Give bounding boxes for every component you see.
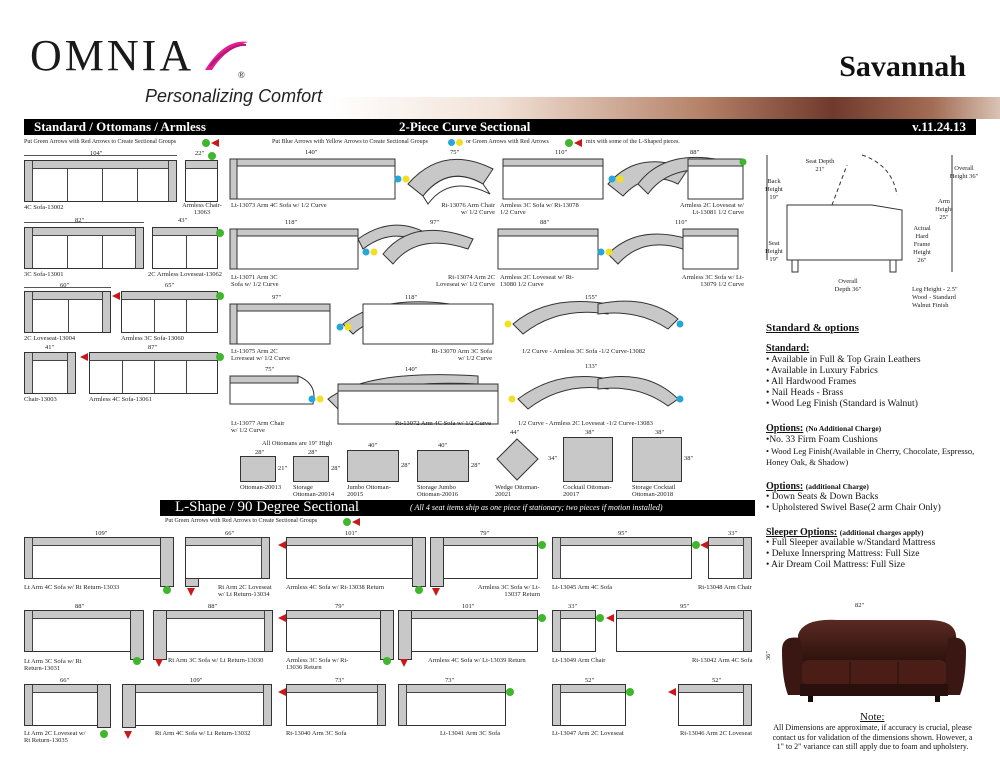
dim-label: 28" (255, 449, 265, 456)
standard-list (766, 355, 981, 410)
dim-label: 60" (60, 282, 70, 289)
list-item: • Air Dream Coil Mattress: Full Size (766, 560, 905, 570)
lshape-piece (430, 537, 538, 579)
list-item: • Available in Full & Top Grain Leathers (766, 355, 921, 365)
overall-depth-label: Overall Depth 36" (834, 278, 862, 293)
dim-label: 140" (305, 149, 318, 156)
piece-label: Storage Ottoman-20014 (293, 484, 335, 498)
piece-label: Armless 4C Sofa-13061 (89, 396, 152, 403)
sleeper-list (766, 538, 981, 571)
dim-label: 79" (480, 530, 490, 537)
lshape-piece (24, 537, 174, 579)
piece-label: Jumbo Ottoman-20015 (347, 484, 391, 498)
piece-label: Storage Cocktail Ottoman-20018 (632, 484, 676, 498)
lshape-bar (160, 500, 755, 516)
sleeper-note: (additional charges apply) (839, 528, 924, 537)
logo-swoosh-icon (150, 36, 250, 76)
green-arrow-icon (216, 292, 224, 300)
dim-label: 66" (225, 530, 235, 537)
sleeper-heading (766, 527, 923, 538)
lshape-title: L-Shape / 90 Degree Sectional (175, 499, 360, 515)
storage-jumbo-ottoman (417, 450, 469, 482)
green-arrow-icon (343, 518, 351, 526)
list-item: • Down Seats & Down Backs (766, 492, 879, 502)
ottoman-note: All Ottomans are 19" High (262, 440, 333, 447)
dim-label: 101" (462, 603, 475, 610)
brand-tagline: Personalizing Comfort (145, 86, 323, 106)
piece-label: Rt-13076 Arm Chair w/ 1/2 Curve (441, 202, 495, 216)
green-arrow-icon (216, 353, 224, 361)
piece-label: Lt Arm 4C Sofa w/ Rt Return-13033 (24, 584, 120, 591)
back-height-label: Back Height 19" (765, 178, 783, 201)
green-arrow-icon (216, 229, 224, 237)
piece-label: Rt-13042 Arm 4C Sofa (692, 657, 753, 664)
green-arrow-icon (415, 586, 423, 594)
piece-label: Lt-13077 Arm Chair w/ 1/2 Curve (231, 420, 285, 434)
piece-label: Rt-13070 Arm 3C Sofa w/ 1/2 Curve (431, 348, 492, 362)
dim-label: 28" (401, 462, 411, 469)
dim-label: 97" (430, 219, 440, 226)
options-note: (No Additional Charge) (805, 424, 882, 433)
dim-label: 66" (60, 677, 70, 684)
options-title: Options: (766, 481, 804, 492)
red-arrow-icon (352, 518, 360, 526)
green-arrow-icon (383, 657, 391, 665)
dim-label: 88" (540, 219, 550, 226)
piece-label: Lt-13047 Arm 2C Loveseat (552, 730, 624, 737)
dim-label: 88" (690, 149, 700, 156)
red-arrow-icon (606, 614, 614, 622)
green-arrow-icon (538, 541, 546, 549)
return-piece (430, 537, 444, 587)
curve-sectional-drawings (228, 144, 758, 439)
piece-label: 1/2 Curve - Armless 3C Sofa -1/2 Curve-13082 (522, 348, 646, 355)
dim-label: 109" (190, 677, 203, 684)
list-item: •No. 33 Firm Foam Cushions (766, 435, 878, 445)
bar-version: v.11.24.13 (912, 119, 966, 134)
cocktail-ottoman (563, 437, 613, 482)
dim-label: 155" (585, 294, 598, 301)
piece-label: Rt Arm 2C Loveseat w/ Lt Return-13034 (218, 584, 272, 598)
photo-height-label: 36" (765, 650, 773, 661)
loveseat-2c (24, 291, 111, 333)
red-arrow-icon (278, 614, 286, 622)
return-piece (398, 610, 412, 660)
dim-label: 38" (684, 455, 694, 462)
red-arrow-icon (400, 659, 408, 667)
product-title: Savannah (839, 50, 966, 83)
sleeper-title: Sleeper Options: (766, 527, 838, 538)
bar-standard-label: Standard / Ottomans / Armless (34, 119, 206, 134)
lshape-piece (552, 537, 692, 579)
dim-label: 40" (438, 442, 448, 449)
storage-cocktail-ottoman (632, 437, 682, 482)
dim-label: 52" (585, 677, 595, 684)
dim-label: 87" (148, 344, 158, 351)
section-bar (24, 119, 976, 135)
piece-label: Lt-13073 Arm 4C Sofa w/ 1/2 Curve (231, 202, 327, 209)
lshape-piece (122, 684, 272, 726)
piece-label: Armless 3C Sofa w/ Lt-13037 Return (477, 584, 540, 598)
seat-height-label: Seat Height 19" (765, 240, 783, 263)
red-arrow-icon (112, 292, 120, 300)
dim-label: 95" (680, 603, 690, 610)
list-item: • Nail Heads - Brass (766, 388, 844, 398)
green-arrow-icon (626, 688, 634, 696)
arm-height-label: Arm Height 25" (935, 198, 953, 221)
dim-label: 110" (675, 219, 688, 226)
no-charge-list (766, 435, 981, 468)
dim-label: 88" (208, 603, 218, 610)
brand-logo: OMNIA (30, 31, 195, 80)
list-item: • All Hardwood Frames (766, 377, 857, 387)
piece-label: Rt Arm 4C Sofa w/ Lt Return-13032 (155, 730, 251, 737)
red-arrow-icon (668, 688, 676, 696)
piece-label: Lt Arm 3C Sofa w/ Rt Return-13031 (24, 658, 82, 672)
note-title: Note: (860, 711, 885, 723)
hint-lshape: Put Green Arrows with Red Arrows to Create Sectional Groups (165, 518, 318, 524)
green-arrow-icon (596, 614, 604, 622)
piece-label: Armless 3C Sofa-13060 (121, 335, 184, 342)
piece-label: Wedge Ottoman-20021 (495, 484, 540, 498)
dim-label: 33" (568, 603, 578, 610)
lshape-piece (678, 684, 752, 726)
jumbo-ottoman (347, 450, 399, 482)
list-item: • Available in Luxury Fabrics (766, 366, 878, 376)
dim-label: 28" (471, 462, 481, 469)
piece-label: Armless 3C Sofa w/ Rt-13078 1/2 Curve (500, 202, 579, 216)
dim-label: 38" (655, 429, 665, 436)
registered-mark: ® (238, 70, 245, 80)
red-arrow-icon (211, 139, 219, 147)
dim-label: 101" (345, 530, 358, 537)
dim-label: 97" (272, 294, 282, 301)
piece-label: 1/2 Curve - Armless 2C Loveseat -1/2 Curve-13083 (518, 420, 653, 427)
return-piece (122, 684, 136, 728)
piece-label: Rt Arm 3C Sofa w/ Lt Return-13030 (168, 657, 264, 664)
return-piece (153, 610, 167, 660)
leather-banner (330, 97, 1000, 119)
dim-label: 109" (95, 530, 108, 537)
lshape-piece (185, 537, 270, 579)
dim-label: 38" (585, 429, 595, 436)
dim-label: 22" (195, 150, 205, 157)
sofa-photo (778, 610, 970, 705)
hint-curve: Put Blue Arrows with Yellow Arrows to Create Sectional Groups (272, 139, 428, 145)
lshape-piece (24, 610, 144, 652)
ottoman (240, 456, 276, 482)
green-arrow-icon (100, 730, 108, 738)
red-arrow-icon (278, 541, 286, 549)
options-heading: Standard & options (766, 322, 859, 334)
options-note: (additional Charge) (805, 482, 869, 491)
piece-label: Rt-13040 Arm 3C Sofa (286, 730, 347, 737)
piece-label: 3C Sofa-13001 (24, 271, 64, 278)
dim-label: 133" (585, 363, 598, 370)
options-no-charge-heading (766, 423, 881, 434)
dim-label: 104" (90, 150, 103, 157)
return-piece (160, 537, 174, 587)
dim-label: 33" (728, 530, 738, 537)
green-arrow-icon (163, 586, 171, 594)
hint-curve-3: mix with some of the L-Shaped pieces. (586, 139, 680, 145)
options-title: Options: (766, 423, 804, 434)
dim-label: 43" (178, 217, 188, 224)
return-piece (97, 684, 111, 728)
dim-label: 28" (331, 465, 341, 472)
dim-label: 75" (265, 366, 275, 373)
red-arrow-icon (80, 353, 88, 361)
return-piece (412, 537, 426, 587)
chair (24, 352, 76, 394)
lshape-piece (552, 610, 596, 652)
actual-frame-label: Actual Hard Frame Height 26" (913, 225, 931, 264)
hint-standard: Put Green Arrows with Red Arrows to Create Sectional Groups (24, 139, 177, 145)
green-arrow-icon (208, 152, 216, 160)
green-arrow-icon (506, 688, 514, 696)
standard-title: Standard: (766, 343, 810, 354)
piece-label: Armless 2C Loveseat w/ Rt-13080 1/2 Curve (500, 274, 575, 288)
red-arrow-icon (432, 588, 440, 596)
lshape-piece (616, 610, 752, 652)
bar-curve-label: 2-Piece Curve Sectional (399, 119, 531, 134)
charge-list (766, 492, 981, 514)
return-piece (380, 610, 394, 660)
armless-loveseat (152, 227, 218, 269)
leg-height-label: Leg Height - 2.5" Wood - Standard Walnut Finish (912, 286, 958, 309)
piece-label: Lt-13075 Arm 2C Loveseat w/ 1/2 Curve (231, 348, 291, 362)
dim-label: 40" (368, 442, 378, 449)
dim-label: 41" (45, 344, 55, 351)
piece-label: Rt-13072 Arm 4C Sofa w/ 1/2 Curve (395, 420, 492, 427)
dim-label: 88" (75, 603, 85, 610)
red-arrow-icon (187, 588, 195, 596)
piece-label: Lt-13071 Arm 3C Sofa w/ 1/2 Curve (231, 274, 279, 288)
dim-label: 110" (555, 149, 568, 156)
piece-label: Storage Jumbo Ottoman-20016 (417, 484, 459, 498)
dim-label: 82" (75, 217, 85, 224)
dim-label: 73" (335, 677, 345, 684)
piece-label: Lt-13045 Arm 4C Sofa (552, 584, 613, 591)
dim-label: 140" (405, 366, 418, 373)
dim-label: 34" (548, 455, 558, 462)
return-piece (130, 610, 144, 660)
dim-label: 28" (308, 449, 318, 456)
lshape-piece (552, 684, 626, 726)
options-charge-heading (766, 481, 869, 492)
lshape-piece (398, 610, 538, 652)
lshape-note: ( All 4 seat items ship as one piece if stationary; two pieces if motion installed) (410, 503, 663, 512)
storage-ottoman (293, 456, 329, 482)
piece-label: Lt-13049 Arm Chair (552, 657, 606, 664)
list-item: • Full Sleeper available w/Standard Mattress (766, 538, 936, 548)
list-item: • Deluxe Innerspring Mattress: Full Size (766, 549, 920, 559)
piece-label: Lt Arm 2C Loveseat w/ Rt Return-13035 (24, 730, 86, 744)
piece-label: 4C Sofa-13002 (24, 204, 64, 211)
armless-sofa-4c (89, 352, 218, 394)
green-arrow-icon (538, 614, 546, 622)
seat-depth-label: Seat Depth 21" (805, 158, 835, 173)
armless-chair (185, 160, 218, 202)
red-arrow-icon (155, 659, 163, 667)
photo-width-label: 82" (855, 602, 865, 609)
dim-label: 73" (445, 677, 455, 684)
dim-label: 75" (450, 149, 460, 156)
piece-label: Cocktail Ottoman-20017 (563, 484, 612, 498)
green-arrow-icon (133, 657, 141, 665)
dim-label: 65" (165, 282, 175, 289)
hint-curve-2: or Green Arrows with Red Arrows (466, 139, 549, 145)
list-item: • Wood Leg Finish(Available in Cherry, Chocolate, Espresso, Honey Oak, & Shadow) (766, 446, 975, 467)
green-arrow-icon (692, 541, 700, 549)
piece-label: Ottoman-20013 (240, 484, 282, 491)
dim-label: 79" (335, 603, 345, 610)
piece-label: Armless Chair-13063 (182, 202, 222, 216)
lshape-piece (153, 610, 273, 652)
list-item: • Wood Leg Finish (Standard is Walnut) (766, 399, 918, 409)
piece-label: Rt-13046 Arm 2C Loveseat (680, 730, 753, 737)
dim-label: 95" (618, 530, 628, 537)
sofa-4c (24, 160, 177, 202)
piece-label: Rt-13074 Arm 2C Loveseat w/ 1/2 Curve (435, 274, 495, 288)
piece-label: Lt-13041 Arm 3C Sofa (440, 730, 501, 737)
piece-label: Armless 3C Sofa w/ Rt-13036 Return (286, 657, 349, 671)
piece-label: 2C Armless Loveseat-13062 (148, 271, 223, 278)
dim-label: 118" (285, 219, 298, 226)
dim-label: 52" (712, 677, 722, 684)
lshape-piece (398, 684, 506, 726)
green-arrow-icon (202, 139, 210, 147)
overall-height-label: Overall Height 36" (949, 165, 979, 180)
piece-label: Armless 4C Sofa w/ Rt-13038 Return (286, 584, 385, 591)
red-arrow-icon (124, 731, 132, 739)
sofa-3c (24, 227, 144, 269)
piece-label: Chair-13003 (24, 396, 57, 403)
piece-label: 2C Loveseat-13004 (24, 335, 76, 342)
dim-label: 44" (510, 429, 520, 436)
piece-label: Armless 3C Sofa w/ Lt-13079 1/2 Curve (681, 274, 744, 288)
dim-label: 118" (405, 294, 418, 301)
dim-label: 21" (278, 465, 288, 472)
piece-label: Armless 2C Loveseat w/ Lt-13081 1/2 Curve (679, 202, 744, 216)
piece-label: Rt-13048 Arm Chair (698, 584, 752, 591)
lshape-piece (286, 684, 386, 726)
red-arrow-icon (278, 688, 286, 696)
note-text: All Dimensions are approximate, if accuracy is crucial, please contact us for validation of the dimensions shown. However, a 1" to 2" variance can still apply due to foam and upholstery. (772, 723, 973, 751)
lshape-piece (286, 610, 394, 652)
list-item: • Upholstered Swivel Base(2 arm Chair Only) (766, 503, 941, 513)
armless-sofa-3c (121, 291, 218, 333)
red-arrow-icon (700, 541, 708, 549)
piece-label: Armless 4C Sofa w/ Lt-13039 Return (428, 657, 526, 664)
lshape-piece (708, 537, 752, 579)
wedge-ottoman (495, 437, 540, 482)
lshape-piece (286, 537, 426, 579)
